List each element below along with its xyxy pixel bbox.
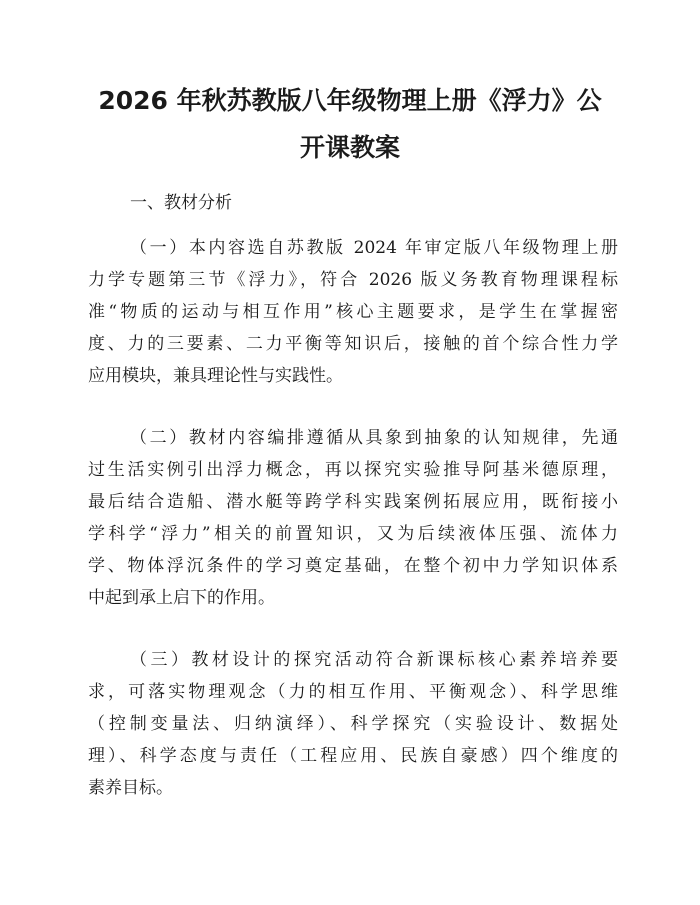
paragraph-line: 最后结合造船、潜水艇等跨学科实践案例拓展应用，既衔接小 (88, 492, 618, 512)
section-heading-textbook-analysis: 一、教材分析 (130, 193, 232, 213)
paragraph-line: 度、力的三要素、二力平衡等知识后，接触的首个综合性力学 (88, 334, 618, 354)
paragraph-line: 应用模块，兼具理论性与实践性。 (88, 366, 343, 386)
paragraph-line: 中起到承上启下的作用。 (88, 588, 275, 608)
paragraph-line: （控制变量法、归纳演绎）、科学探究（实验设计、数据处 (88, 714, 618, 734)
paragraph-line: 力学专题第三节《浮力》，符合 2026 版义务教育物理课程标 (88, 270, 618, 290)
paragraph-2 (88, 422, 618, 614)
paragraph-line: （一）本内容选自苏教版 2024 年审定版八年级物理上册 (130, 238, 618, 258)
paragraph-line: 求，可落实物理观念（力的相互作用、平衡观念）、科学思维 (88, 682, 618, 702)
paragraph-line: 过生活实例引出浮力概念，再以探究实验推导阿基米德原理， (88, 460, 618, 480)
paragraph-line: 理）、科学态度与责任（工程应用、民族自豪感）四个维度的 (88, 746, 618, 766)
paragraph-1 (88, 232, 618, 392)
paragraph-line: 学科学“浮力”相关的前置知识，又为后续液体压强、流体力 (88, 524, 618, 544)
paragraph-3 (88, 644, 618, 804)
document-title-line-2: 开课教案 (299, 133, 400, 162)
paragraph-line: （三）教材设计的探究活动符合新课标核心素养培养要 (130, 650, 618, 670)
document-title-line-1: 2026 年秋苏教版八年级物理上册《浮力》公 (98, 86, 602, 115)
paragraph-line: （二）教材内容编排遵循从具象到抽象的认知规律，先通 (130, 428, 618, 448)
paragraph-line: 学、物体浮沉条件的学习奠定基础，在整个初中力学知识体系 (88, 556, 618, 576)
paragraph-line: 素养目标。 (88, 778, 173, 798)
paragraph-line: 准“物质的运动与相互作用”核心主题要求，是学生在掌握密 (88, 302, 618, 322)
